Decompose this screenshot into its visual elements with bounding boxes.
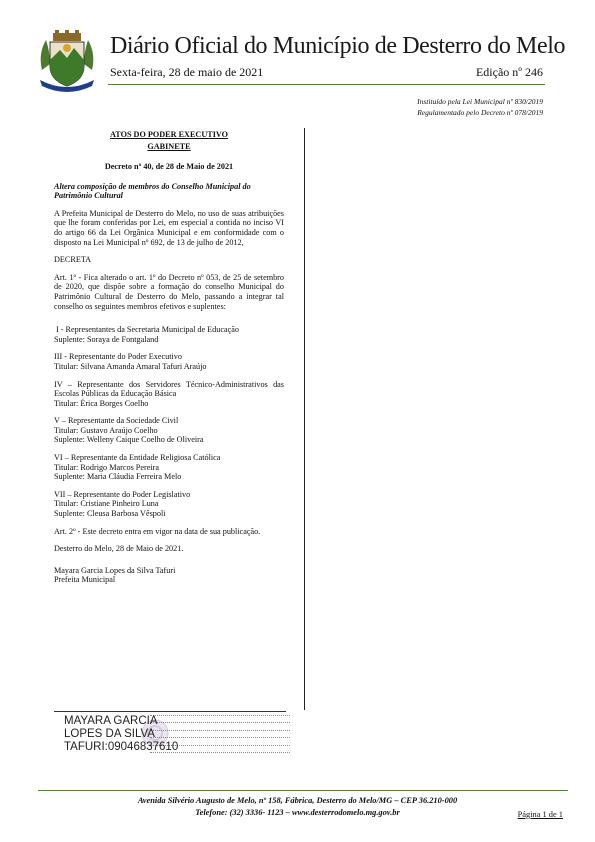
council-item-member: Titular: Érica Borges Coelho (54, 398, 149, 408)
digital-signature-line: MAYARA GARCIA (64, 715, 158, 727)
council-item (54, 325, 284, 344)
header-divider (108, 84, 545, 85)
council-item (54, 453, 284, 482)
instituted-note: Instituído pela Lei Municipal nº 830/2019 (417, 97, 543, 106)
council-item-member: Suplente: Soraya de Fontgaland (54, 334, 159, 344)
council-item-heading: VI – Representante da Entidade Religiosa Católica (54, 453, 221, 463)
footer-address: Avenida Silvério Augusto de Melo, nº 158, Fábrica, Desterro do Melo/MG – CEP 36.210-000 (137, 796, 458, 805)
section-subtitle: GABINETE (147, 142, 191, 151)
decree-preamble: A Prefeita Municipal de Desterro do Melo, no uso de suas atribuições que lhe foram conferidas por Lei, em especial a contida no inciso VI do artigo 66 da Lei Orgânica Municipal e em conformidade com o disposto na Lei Municipal nº 692, de 13 de julho de 2012, (54, 208, 284, 247)
signer-role: Prefeita Municipal (54, 575, 116, 585)
signer-name: Mayara Garcia Lopes da Silva Tafuri (54, 565, 176, 575)
council-item-member: Titular: Gustavo Araújo Coelho (54, 425, 158, 435)
council-item (54, 380, 284, 409)
council-item-member: Titular: Cristiane Pinheiro Luna (54, 499, 159, 509)
page-number: Página 1 de 1 (517, 810, 563, 819)
council-item-heading: I - Representantes da Secretaria Municipal de Educação (56, 325, 239, 335)
left-column (54, 129, 284, 585)
council-item-member: Suplente: Cleusa Barbosa Vêspoli (54, 509, 166, 519)
digital-signature-line: LOPES DA SILVA (64, 728, 155, 740)
council-item (54, 416, 284, 445)
council-item-member: Suplente: Maria Cláudia Ferreira Melo (54, 472, 182, 482)
signature-divider (54, 711, 286, 712)
footer-divider (38, 790, 568, 791)
council-item-heading: VII – Representante do Poder Legislativo (54, 489, 191, 499)
decree-article-1: Art. 1º - Fica alterado o art. 1º do Decreto nº 053, de 25 de setembro de 2020, que dispõe sobre a formação do conselho Municipal do Patrimônio Cultural de Desterro do Melo, passando a integrar tal conselho os seguintes membros efetivos e suplentes: (54, 272, 284, 311)
section-title: ATOS DO PODER EXECUTIVO (109, 130, 229, 139)
council-item-heading: V – Representante da Sociedade Civil (54, 416, 179, 426)
digital-signature-name (64, 715, 178, 754)
council-item (54, 490, 284, 519)
municipal-coat-of-arms-icon (36, 30, 98, 94)
edition-number: Edição nº 246 (475, 65, 543, 79)
decree-title: Decreto nº 40, de 28 de Maio de 2021 (104, 162, 234, 171)
council-item-member: Titular: Rodrigo Marcos Pereira (54, 462, 159, 472)
council-item-heading: III - Representante do Poder Executivo (54, 352, 182, 362)
council-item-member: Titular: Silvana Amanda Amaral Tafuri Araújo (54, 361, 207, 371)
decree-article-2: Art. 2º - Este decreto entra em vigor na data de sua publicação. (54, 526, 261, 536)
council-item (54, 352, 284, 371)
regulated-note: Regulamentado pelo Decreto nº 078/2019 (417, 108, 543, 117)
publication-date: Sexta-feira, 28 de maio de 2021 (110, 65, 264, 79)
council-item-heading: IV – Representante dos Servidores Técnico-Administrativos das Escolas Públicas da Educação Básica (54, 379, 284, 399)
decree-ementa: Altera composição de membros do Conselho Municipal do Patrimônio Cultural (54, 181, 251, 201)
council-item-member: Suplente: Welleny Caique Coelho de Oliveira (54, 435, 204, 445)
digital-signature-line: TAFURI:09046837610 (64, 741, 179, 753)
page-title: Diário Oficial do Município de Desterro do Melo (110, 33, 566, 59)
footer-contact: Telefone: (32) 3336- 1123 – www.desterrodomelo.mg.gov.br (195, 808, 400, 817)
column-divider (304, 128, 305, 710)
decree-decreta: DECRETA (54, 255, 92, 265)
decree-place-date: Desterro do Melo, 28 de Maio de 2021. (54, 544, 184, 554)
